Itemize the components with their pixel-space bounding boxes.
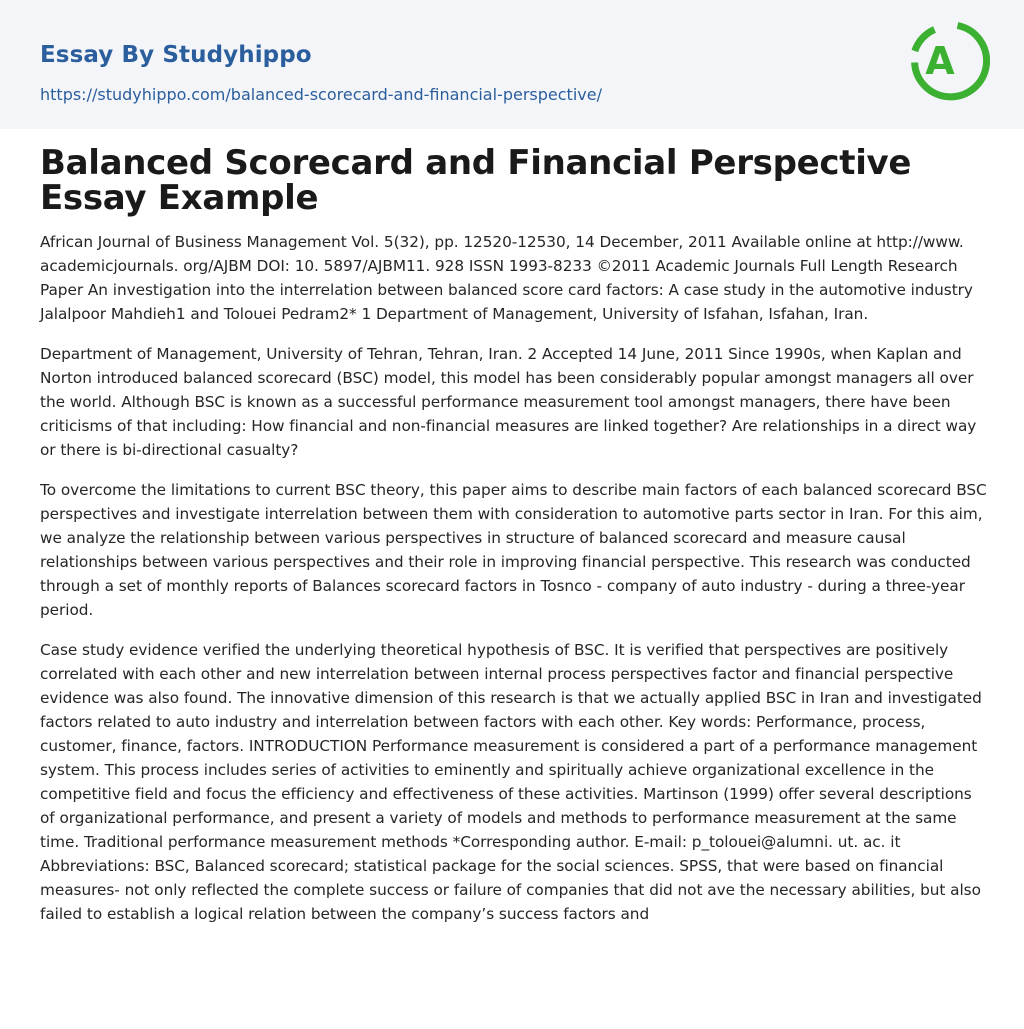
source-url-link[interactable]: https://studyhippo.com/balanced-scorecard-and-financial-perspective/ [40, 85, 602, 104]
article-paragraph: Department of Management, University of Tehran, Tehran, Iran. 2 Accepted 14 June, 2011 Since 1990s, when Kaplan and Norton introduced balanced scorecard (BSC) model, this model has been considerably popular amongst managers all over the world. Although BSC is known as a successful performance measurement tool amongst managers, there have been criticisms of that including: How financial and non-financial measures are linked together? Are relationships in a direct way or there is bi-directional casualty? [40, 345, 977, 459]
article-paragraph: Case study evidence verified the underlying theoretical hypothesis of BSC. It is verified that perspectives are positively correlated with each other and new interrelation between internal process perspectives factor and financial perspective evidence was also found. The innovative dimension of this research is that we actually applied BSC in Iran and investigated factors related to auto industry and interrelation between factors with each other. Key words: Performance, process, customer, finance, factors. INTRODUCTION Performance measurement is considered a part of a performance management system. This process includes series of activities to eminently and spiritually achieve organizational excellence in the competitive field and focus the efficiency and effectiveness of these activities. Martinson (1999) offer several descriptions of organizational performance, and present a variety of models and methods to performance measurement at the same time. Traditional performance measurement methods *Corresponding author. E-mail: p_tolouei@alumni. ut. ac. it Abbreviations: BSC, Balanced scorecard; statistical package for the social sciences. SPSS, that were based on financial measures- not only reflected the complete success or failure of companies that did not ave the necessary abilities, but also failed to establish a logical relation between the company’s success factors and [40, 641, 982, 923]
article-title: Balanced Scorecard and Financial Perspective Essay Example [40, 143, 912, 218]
logo-letter: A [925, 39, 955, 83]
article-body [40, 143, 988, 926]
article-paragraph: To overcome the limitations to current BSC theory, this paper aims to describe main factors of each balanced scorecard BSC perspectives and investigate interrelation between them with consideration to automotive parts sector in Iran. For this aim, we analyze the relationship between various perspectives in structure of balanced scorecard and measure causal relationships between various perspectives and their role in improving financial perspective. This research was conducted through a set of monthly reports of Balances scorecard factors in Tosnco - company of auto industry - during a three-year period. [40, 481, 987, 619]
article-paragraph: African Journal of Business Management Vol. 5(32), pp. 12520-12530, 14 December, 2011 Available online at http://www. academicjournals. org/AJBM DOI: 10. 5897/AJBM11. 928 ISSN 1993-8233 ©2011 Academic Journals Full Length Research Paper An investigation into the interrelation between balanced score card factors: A case study in the automotive industry Jalalpoor Mahdieh1 and Tolouei Pedram2* 1 Department of Management, University of Isfahan, Isfahan, Iran. [40, 233, 973, 323]
studyhippo-logo-icon[interactable] [910, 18, 990, 106]
page-header [0, 0, 1024, 129]
brand-title[interactable]: Essay By Studyhippo [40, 42, 312, 68]
